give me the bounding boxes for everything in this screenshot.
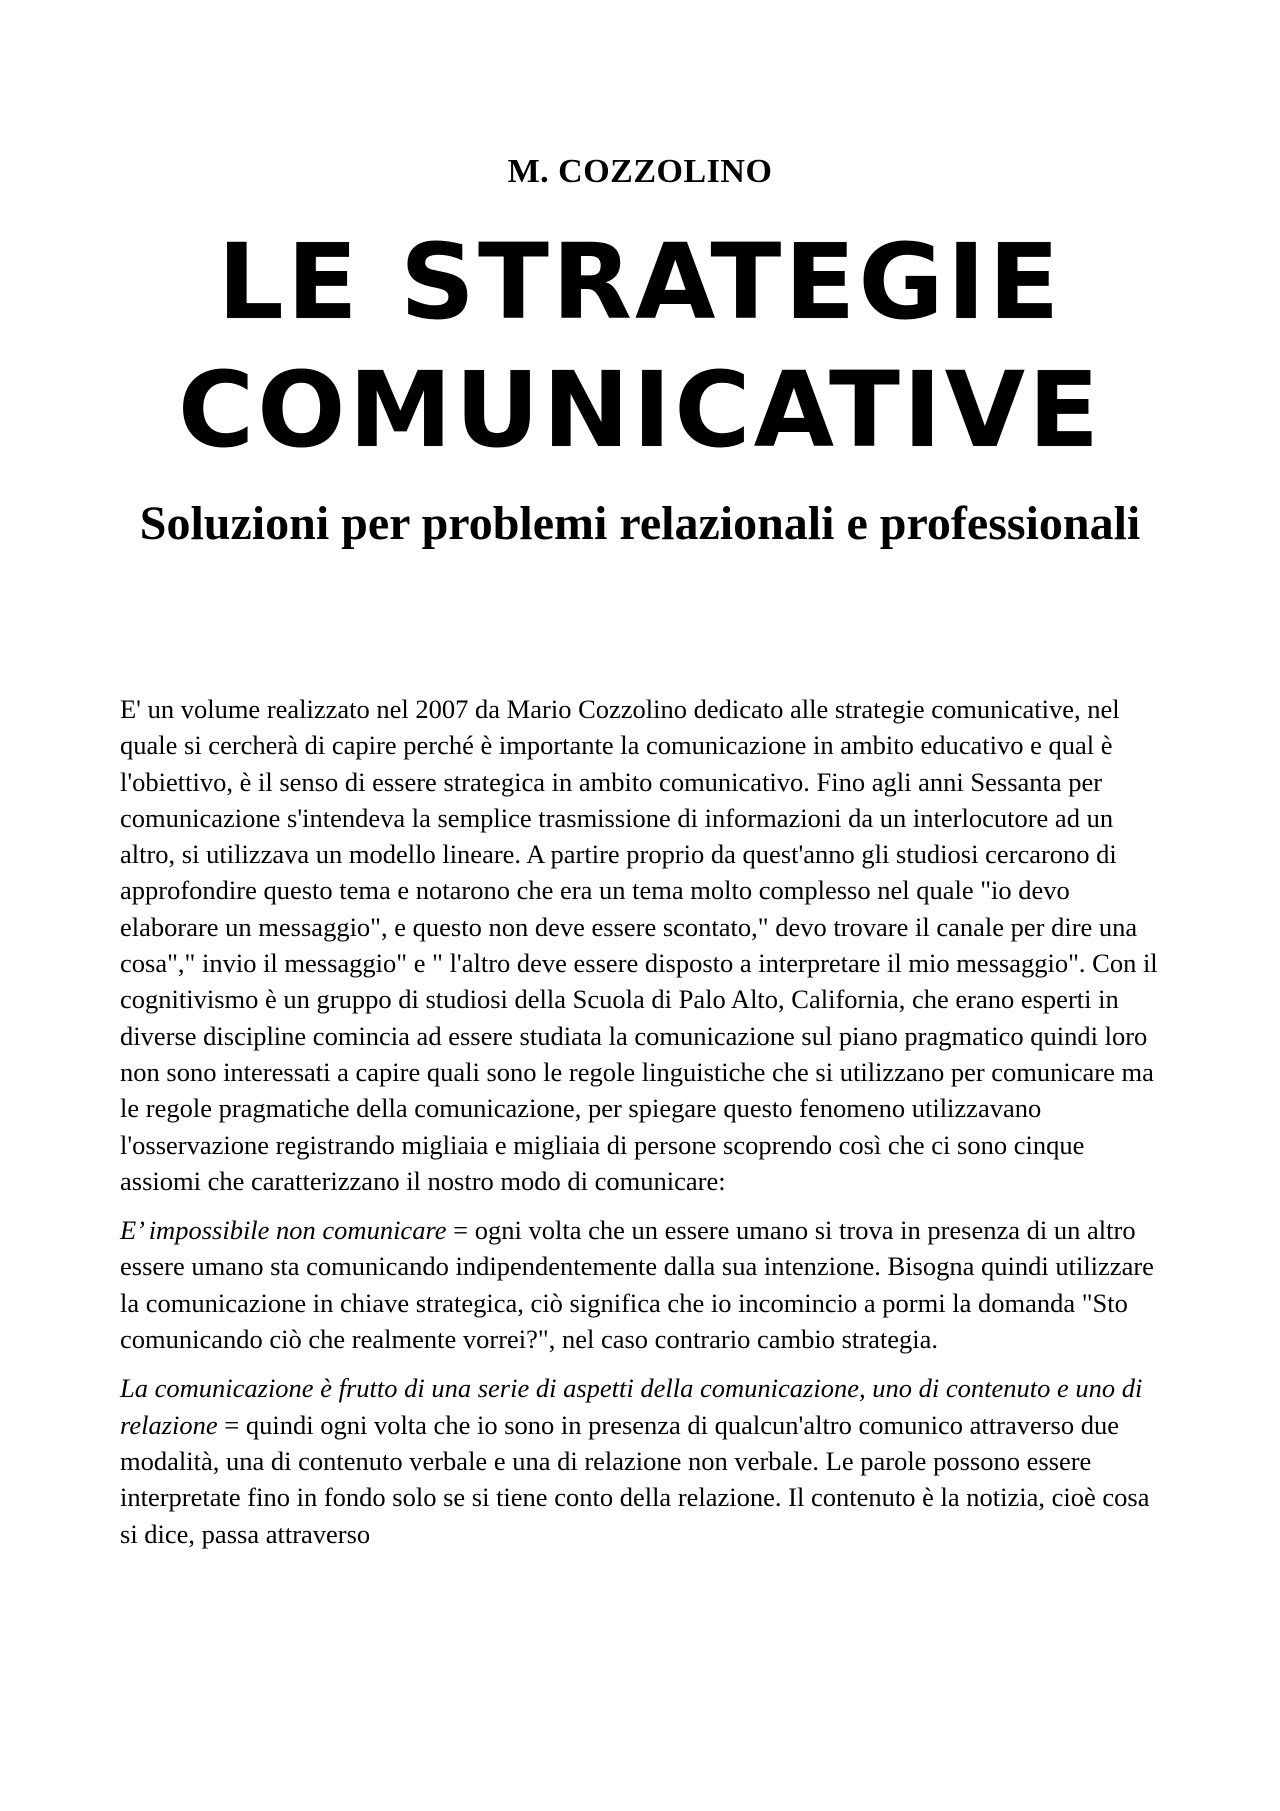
document-title: [0, 218, 1280, 474]
paragraph-axiom-1: [120, 1212, 1170, 1357]
title-line-1: LE STRATEGIE: [217, 221, 1063, 343]
axiom-2-text: = quindi ogni volta che io sono in presenza di qualcun'altro comunico attraverso due modalità, una di contenuto verbale e una di relazione non verbale. Le parole possono essere interpretate fino in fondo solo se si tiene conto della relazione. Il contenuto è la notizia, cioè cosa si dice, passa attraverso: [120, 1409, 1150, 1549]
document-body: [120, 691, 1170, 1565]
paragraph-intro: E' un volume realizzato nel 2007 da Mario Cozzolino dedicato alle strategie comunicative, nel quale si cercherà di capire perché è importante la comunicazione in ambito educativo e qual è l'obiettivo, è il senso di essere strategica in ambito comunicativo. Fino agli anni Sessanta per comunicazione s'intendeva la semplice trasmissione di informazioni da un interlocutore ad un altro, si utilizzava un modello lineare. A partire proprio da quest'anno gli studiosi cercarono di approfondire questo tema e notarono che era un tema molto complesso nel quale "io devo elaborare un messaggio", e questo non deve essere scontato," devo trovare il canale per dire una cosa"," invio il messaggio" e " l'altro deve essere disposto a interpretare il mio messaggio". Con il cognitivismo è un gruppo di studiosi della Scuola di Palo Alto, California, che erano esperti in diverse discipline comincia ad essere studiata la comunicazione sul piano pragmatico quindi loro non sono interessati a capire quali sono le regole linguistiche che si utilizzano per comunicare ma le regole pragmatiche della comunicazione, per spiegare questo fenomeno utilizzavano l'osservazione registrando migliaia e migliaia di persone scoprendo così che ci sono cinque assiomi che caratterizzano il nostro modo di comunicare:: [120, 694, 1158, 1196]
axiom-1-heading: E’ impossibile non comunicare: [120, 1215, 447, 1246]
title-line-2: COMUNICATIVE: [177, 349, 1103, 471]
paragraph-axiom-2: [120, 1370, 1170, 1551]
axiom-2-heading: La comunicazione è frutto di una serie di aspetti della comunicazione, uno di contenuto e uno di relazione: [120, 1373, 1143, 1440]
document-subtitle: Soluzioni per problemi relazionali e professionali: [139, 497, 1141, 550]
axiom-1-text: = ogni volta che un essere umano si trova in presenza di un altro essere umano sta comunicando indipendentemente dalla sua intenzione. Bisogna quindi utilizzare la comunicazione in chiave strategica, ciò significa che io incomincio a pormi la domanda "Sto comunicando ciò che realmente vorrei?", nel caso contrario cambio strategia.: [120, 1215, 1154, 1355]
author-name: M. COZZOLINO: [507, 153, 773, 190]
